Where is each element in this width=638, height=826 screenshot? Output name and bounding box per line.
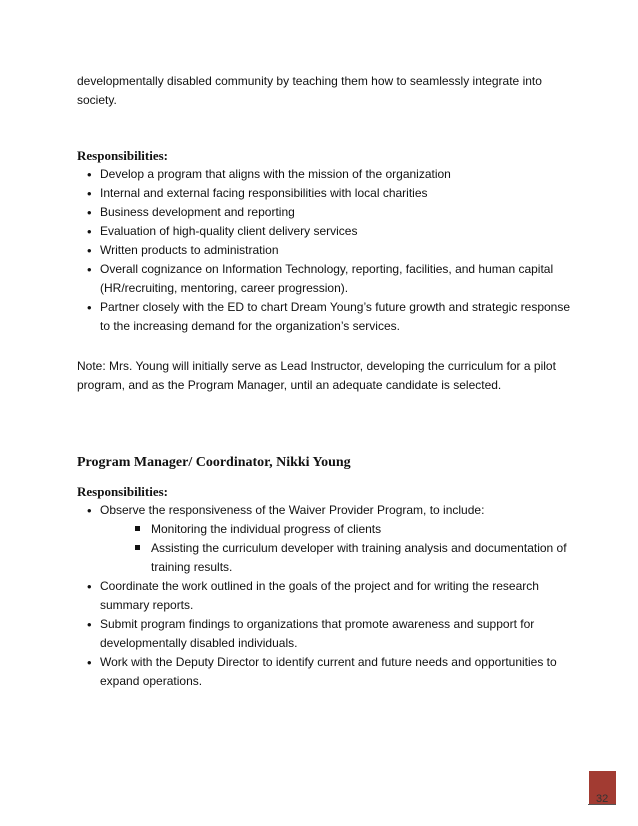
note-paragraph: Note: Mrs. Young will initially serve as Lead Instructor, developing the curriculum for a pilot program, and as the Program Manager, until an adequate candidate is selected. [77,359,556,392]
responsibilities-section-1 [77,146,577,336]
list-item: • Submit program findings to organizations that promote awareness and support for developmentally disabled individuals. [77,615,577,653]
sub-list [100,520,577,577]
page-number: 32 [596,793,609,805]
list-item-text: • Observe the responsiveness of the Waiver Provider Program, to include: [100,503,485,517]
sub-list-item: Monitoring the individual progress of clients [132,520,577,539]
sub-list-item: Assisting the curriculum developer with training analysis and documentation of training results. [132,539,577,577]
intro-line: society. [77,93,117,107]
list-item: • Coordinate the work outlined in the goals of the project and for writing the research summary reports. [77,577,577,615]
list-item: • Evaluation of high-quality client delivery services [77,222,577,241]
responsibilities-heading: Responsibilities: [77,484,169,499]
list-item [77,501,577,577]
responsibilities-section-2 [77,482,577,691]
section-title: Program Manager/ Coordinator, Nikki Young [77,455,351,470]
responsibilities-list [77,165,577,336]
list-item: • Overall cognizance on Information Technology, reporting, facilities, and human capital (HR/recruiting, mentoring, career progression). [77,260,577,298]
responsibilities-list [77,501,577,691]
list-item: • Business development and reporting [77,203,577,222]
intro-line: developmentally disabled community by teaching them how to seamlessly integrate into [77,74,542,88]
intro-paragraph [77,72,577,110]
list-item: • Develop a program that aligns with the mission of the organization [77,165,577,184]
list-item: • Work with the Deputy Director to identify current and future needs and opportunities to expand operations. [77,653,577,691]
list-item: • Internal and external facing responsibilities with local charities [77,184,577,203]
responsibilities-heading: Responsibilities: [77,148,169,163]
list-item: • Written products to administration [77,241,577,260]
list-item: • Partner closely with the ED to chart Dream Young’s future growth and strategic response to the increasing demand for the organization’s services. [77,298,577,336]
